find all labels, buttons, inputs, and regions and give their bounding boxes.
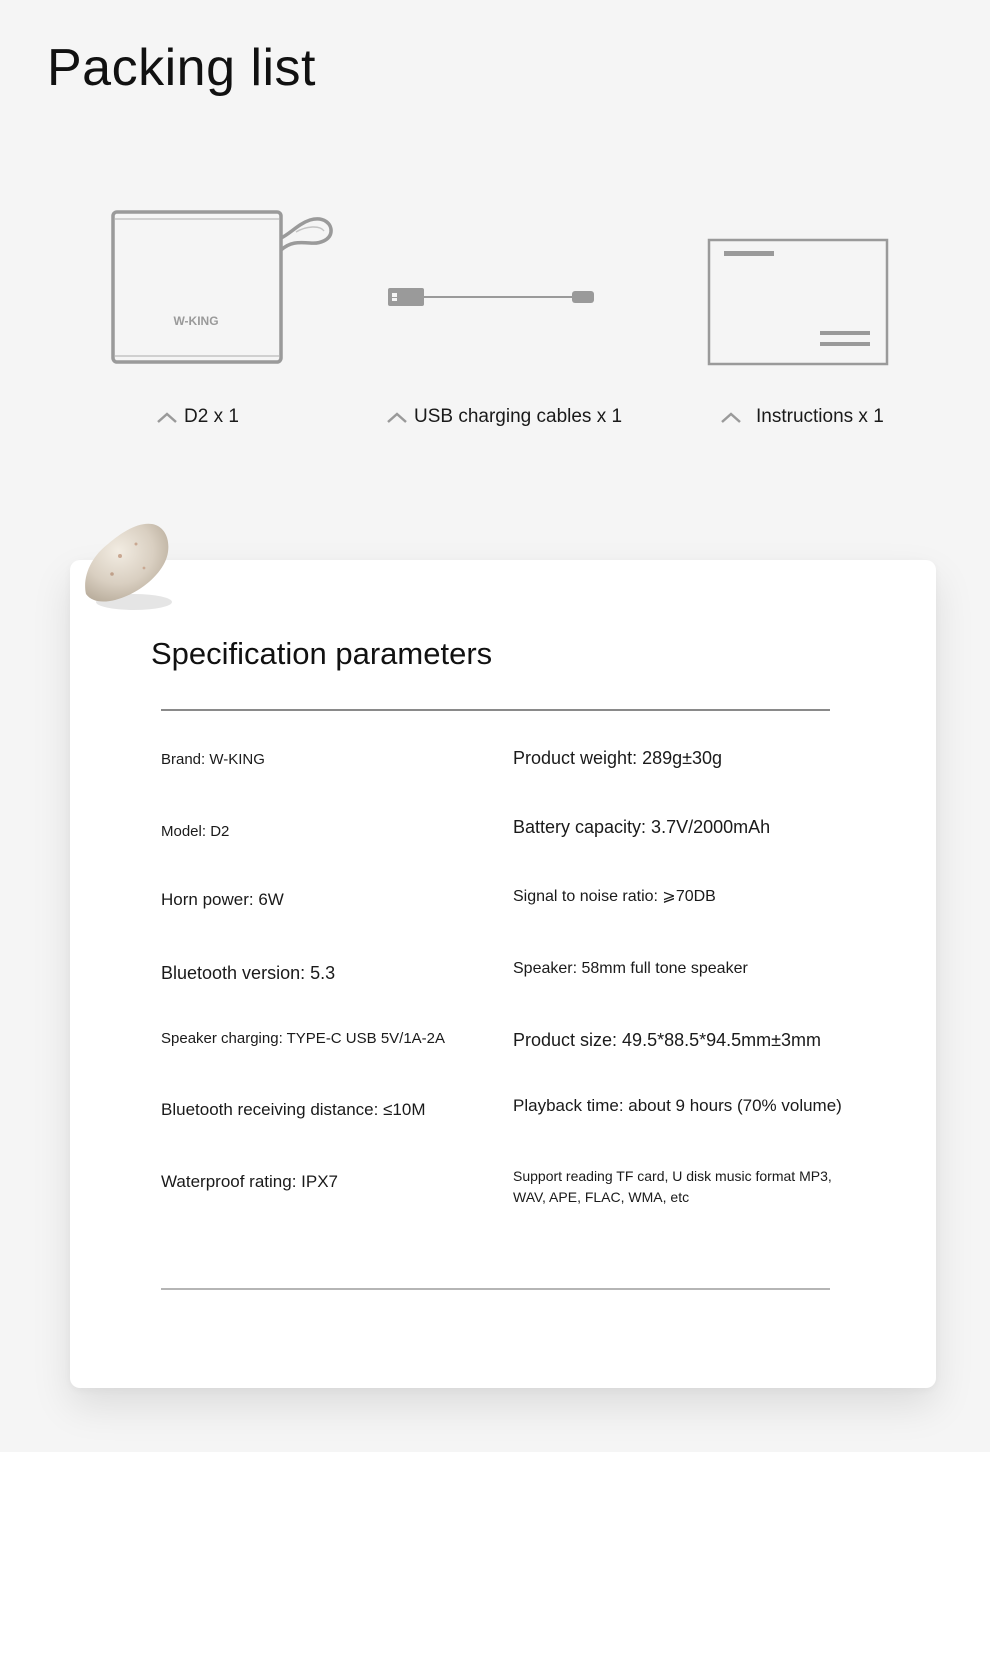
spec-card	[70, 560, 936, 1388]
spec-speaker: Speaker: 58mm full tone speaker	[513, 960, 748, 977]
spec-brand: Brand: W-KING	[161, 751, 265, 768]
spec-battery: Battery capacity: 3.7V/2000mAh	[513, 817, 771, 837]
spec-model: Model: D2	[161, 823, 230, 840]
usb-cable-icon	[386, 284, 598, 310]
pack-item-speaker-label	[156, 406, 239, 428]
pack-item-label: D2 x 1	[184, 406, 239, 427]
stone-decoration	[78, 514, 178, 614]
spec-snr: Signal to noise ratio: ⩾70DB	[513, 888, 716, 905]
chevron-up-icon	[720, 410, 742, 424]
pack-item-label: USB charging cables x 1	[414, 406, 623, 427]
instructions-icon	[707, 238, 889, 366]
spec-divider-top	[161, 709, 830, 711]
spec-divider-bottom	[161, 1288, 830, 1290]
pack-item-usb-label	[386, 406, 622, 428]
spec-title: Specification parameters	[151, 636, 493, 671]
spec-playback: Playback time: about 9 hours (70% volume)	[513, 1096, 842, 1115]
instructions-illustration	[707, 238, 889, 371]
chevron-up-icon	[386, 410, 408, 424]
chevron-up-icon	[156, 410, 178, 424]
speaker-illustration	[110, 208, 334, 373]
speaker-icon	[110, 208, 334, 368]
usb-cable-illustration	[386, 284, 598, 315]
spec-waterproof: Waterproof rating: IPX7	[161, 1172, 339, 1191]
spec-formats: Support reading TF card, U disk music format MP3, WAV, APE, FLAC, WMA, etc	[513, 1168, 832, 1205]
speaker-logo: W-KING	[173, 314, 219, 328]
page-title: Packing list	[47, 39, 316, 97]
pack-item-label: Instructions x 1	[756, 406, 884, 427]
spec-bluetooth-version: Bluetooth version: 5.3	[161, 963, 336, 983]
pack-item-instructions-label	[720, 406, 884, 428]
spec-charging: Speaker charging: TYPE-C USB 5V/1A-2A	[161, 1030, 446, 1047]
spec-horn-power: Horn power: 6W	[161, 890, 284, 909]
spec-bluetooth-distance: Bluetooth receiving distance: ≤10M	[161, 1100, 426, 1119]
spec-size: Product size: 49.5*88.5*94.5mm±3mm	[513, 1030, 822, 1050]
spec-weight: Product weight: 289g±30g	[513, 748, 723, 768]
